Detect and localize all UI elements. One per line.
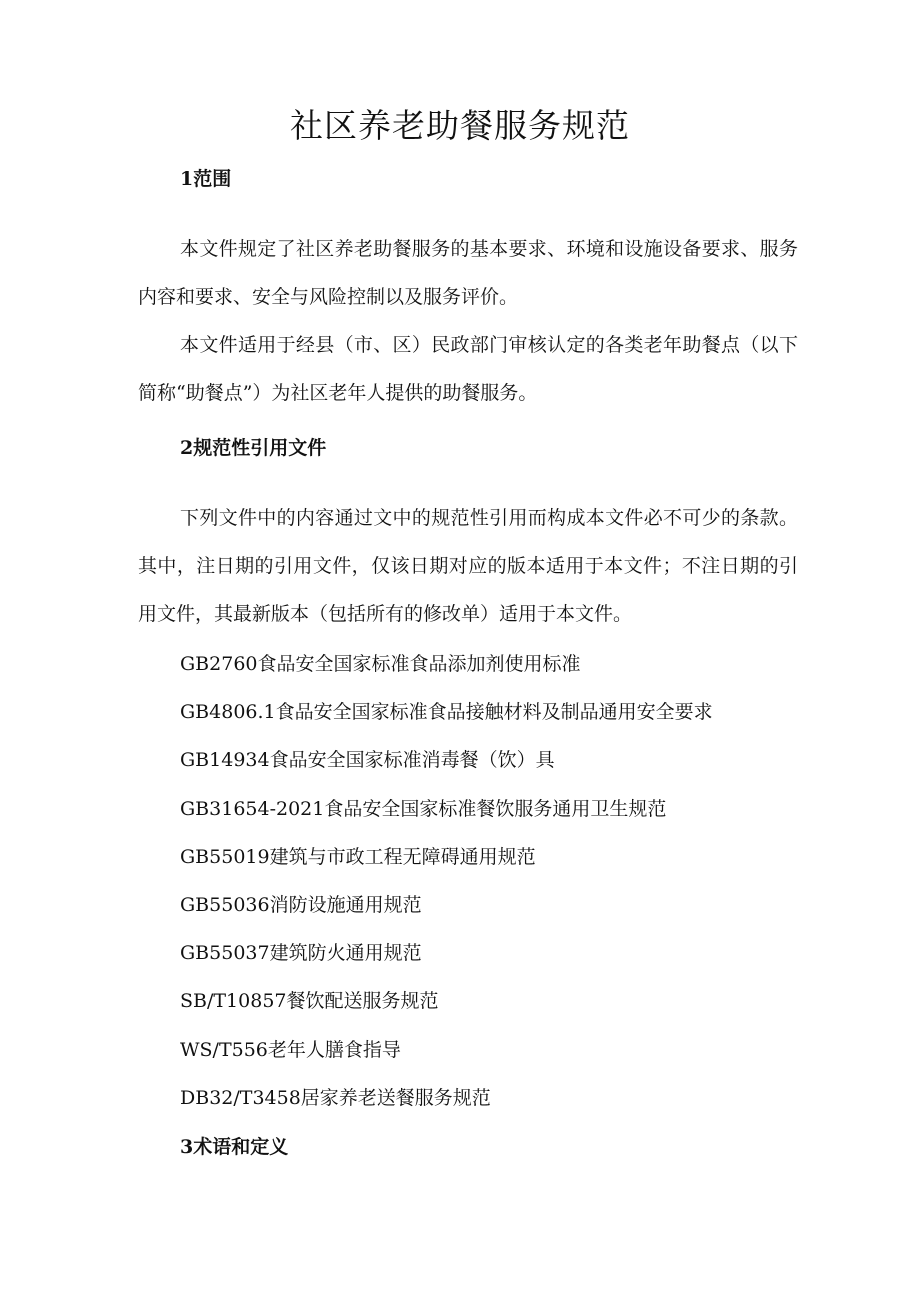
scope-paragraph-2: 本文件适用于经县（市、区）民政部门审核认定的各类老年助餐点（以下简称“助餐点”）为社区老年人提供的助餐服务。: [138, 334, 798, 404]
reference-item: GB55019建筑与市政工程无障碍通用规范: [180, 845, 536, 868]
reference-item: GB4806.1食品安全国家标准食品接触材料及制品通用安全要求: [180, 701, 713, 724]
reference-item: GB2760食品安全国家标准食品添加剂使用标准: [180, 653, 581, 675]
scope-paragraph-1: 本文件规定了社区养老助餐服务的基本要求、环境和设施设备要求、服务内容和要求、安全与风险控制以及服务评价。: [138, 238, 798, 308]
reference-item: GB31654-2021食品安全国家标准餐饮服务通用卫生规范: [180, 797, 667, 820]
reference-list: [180, 640, 713, 1122]
reference-item: SB/T10857餐饮配送服务规范: [180, 990, 439, 1013]
reference-item: GB14934食品安全国家标准消毒餐（饮）具: [180, 749, 555, 772]
references-intro-paragraph: 下列文件中的内容通过文中的规范性引用而构成本文件必不可少的条款。其中，注日期的引用文件，仅该日期对应的版本适用于本文件；不注日期的引用文件，其最新版本（包括所有的修改单）适用于本文件。: [138, 507, 798, 625]
reference-item: GB55037建筑防火通用规范: [180, 942, 422, 965]
document-title: 社区养老助餐服务规范: [290, 106, 630, 145]
reference-item: DB32/T3458居家养老送餐服务规范: [180, 1086, 491, 1109]
reference-item: WS/T556老年人膳食指导: [180, 1038, 401, 1061]
section-heading-scope: 1范围: [180, 168, 232, 190]
reference-item: GB55036消防设施通用规范: [180, 893, 422, 916]
section-heading-normative-references: 2规范性引用文件: [180, 437, 327, 459]
section-heading-terms-and-definitions: 3术语和定义: [180, 1136, 289, 1158]
